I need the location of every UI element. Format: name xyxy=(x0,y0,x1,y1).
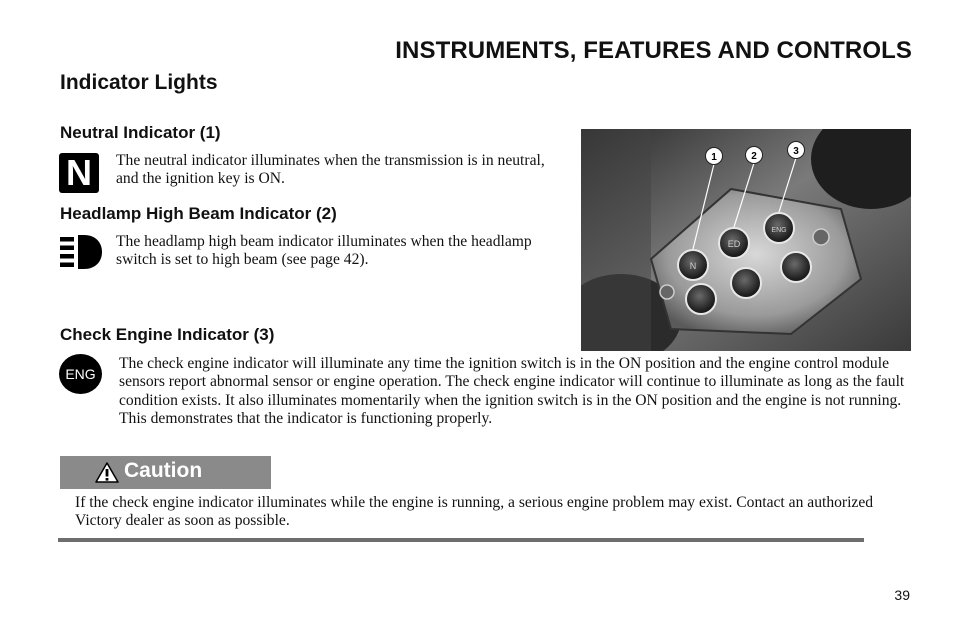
neutral-indicator-description: The neutral indicator illuminates when the transmission is in neutral, and the ignition key is ON. xyxy=(116,152,545,188)
callout-1: 1 xyxy=(711,152,717,163)
neutral-indicator-heading: Neutral Indicator (1) xyxy=(60,123,221,142)
high-beam-indicator-description: The headlamp high beam indicator illuminates when the headlamp switch is set to high beam (see page 42). xyxy=(116,233,532,269)
section-divider xyxy=(58,538,864,542)
indicator-cluster-photo xyxy=(581,129,911,351)
lamp-label-neutral: N xyxy=(689,261,697,271)
lamp-label-engine: ENG xyxy=(771,227,787,234)
check-engine-indicator-heading: Check Engine Indicator (3) xyxy=(60,325,275,344)
high-beam-icon xyxy=(58,233,104,271)
callout-2: 2 xyxy=(751,151,757,162)
page-heading: Indicator Lights xyxy=(60,71,218,94)
page-number: 39 xyxy=(894,587,910,603)
check-engine-indicator-description: The check engine indicator will illuminate any time the ignition switch is in the ON position and the engine control module sensors report abnormal sensor or engine operation. The check engine indicator will continue to illuminate as long as the fault condition exists. It also illuminates momentarily when the ignition switch is in the ON position and the engine is not running. This demonstrates that the indicator is functioning properly. xyxy=(119,355,905,427)
caution-text: If the check engine indicator illuminates while the engine is running, a serious engine problem may exist. Contact an authorized Victory dealer as soon as possible. xyxy=(75,494,874,530)
caution-label: Caution xyxy=(124,459,203,482)
high-beam-indicator-heading: Headlamp High Beam Indicator (2) xyxy=(60,204,337,223)
section-title: INSTRUMENTS, FEATURES AND CONTROLS xyxy=(395,37,912,64)
warning-triangle-icon xyxy=(95,462,119,483)
lamp-label-high-beam: ED xyxy=(727,239,741,249)
check-engine-icon: ENG xyxy=(59,354,102,394)
neutral-indicator-icon: N xyxy=(59,153,99,193)
callout-3: 3 xyxy=(793,146,799,157)
